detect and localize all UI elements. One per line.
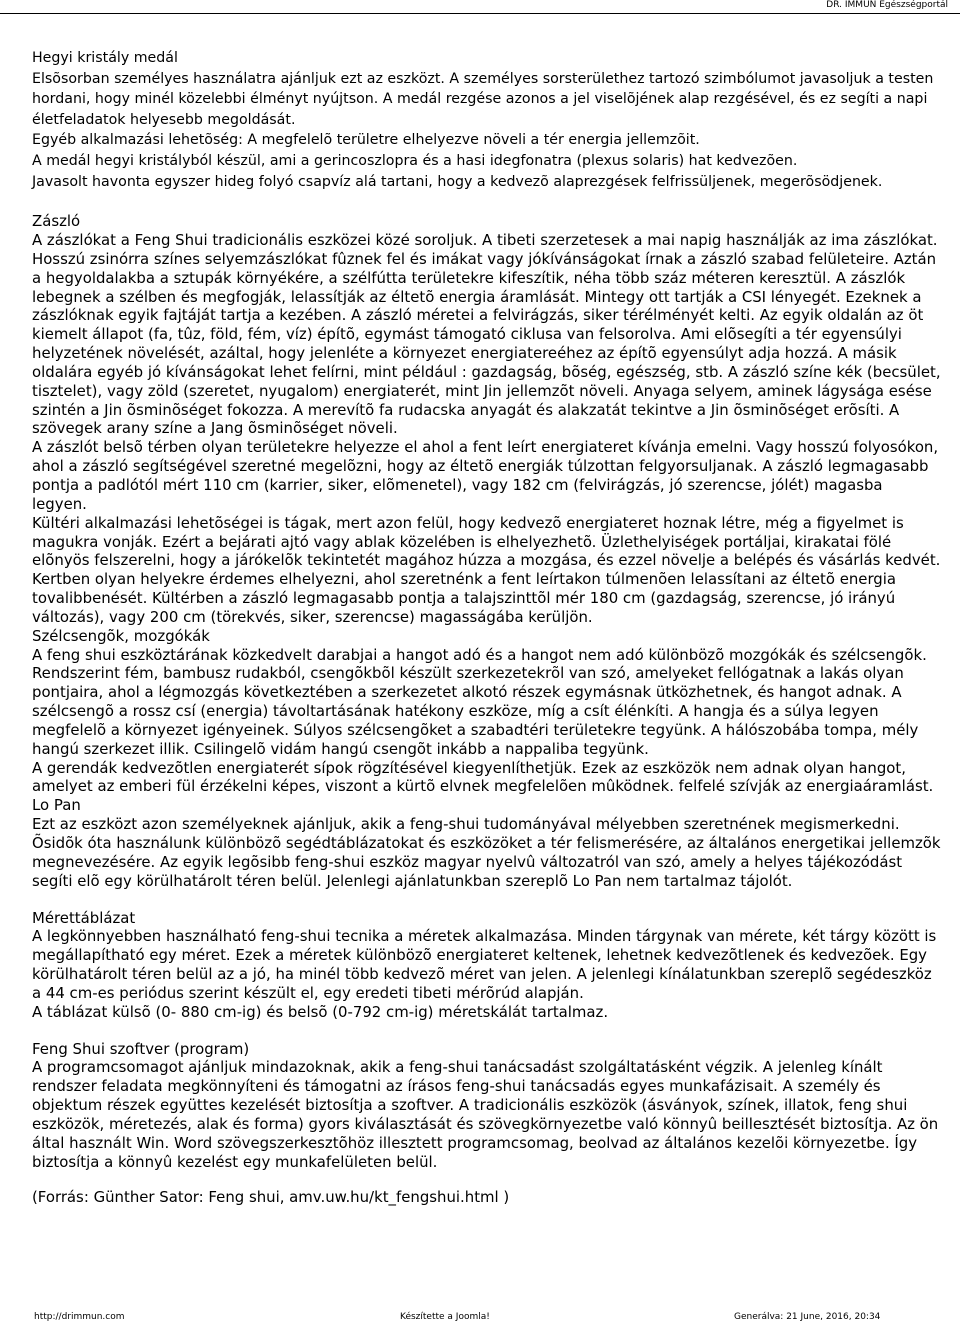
paragraph: A gerendák kedvezõtlen energiaterét sípok rögzítésével kiegyenlíthetjük. Ezek az eszközök nem adnak olyan hangot, amelyet az emberi fül érzékelni képes, viszont a kürtõ elvnek megfelelõen mûködnek. felfelé szívják az energiaáramlást. xyxy=(32,758,934,796)
section-forras xyxy=(32,1188,942,1207)
footer-url-link[interactable]: http://drimmun.com xyxy=(34,1312,125,1322)
spacer xyxy=(32,1172,942,1188)
spacer xyxy=(32,891,942,909)
paragraph: A legkönnyebben használható feng-shui tecnika a méretek alkalmazása. Minden tárgynak van mérete, két tárgy között is megállapítható egy méret. Ezek a méretek különbözõ energiateret keltenek, lehetnek kedvezõtlenek és kedvezõek. Egy körülhatárolt téren belül az a jó, ha minél több kedvezõ méret van jelen. A jelenlegi kínálatunkban szereplõ segédeszköz a 44 cm-es periódus szerint készült el, egy eredeti tibeti mérõrúd alapján. xyxy=(32,927,937,1002)
footer-generated-date: Generálva: 21 June, 2016, 20:34 xyxy=(734,1312,881,1322)
paragraph: Ezt az eszközt azon személyeknek ajánljuk, akik a feng-shui tudományával mélyebben szeretnének megismerkedni. Õsidõk óta használunk különbözõ segédtáblázatokat és eszközöket a tér felismerésére, az általános energetikai jellemzõk megnevezésére. Az egyik legõsibb feng-shui eszköz magyar nyelvû változatról van szó, amely a helyes tájékozódást segíti elõ egy körülhatárolt téren belül. Jelenlegi ajánlatunkban szereplõ Lo Pan nem tartalmaz tájolót. xyxy=(32,815,941,890)
section-title: Feng Shui szoftver (program) xyxy=(32,1039,250,1058)
section-title: Mérettáblázat xyxy=(32,908,136,927)
section-lopan xyxy=(32,796,942,890)
paragraph: Kertben olyan helyekre érdemes elhelyezni, ahol szeretnénk a fent leírtakon túlmenõen lelassítani az éltetõ energia tovalibbenését. Kültérben a zászló legmagasabb pontja a talajszinttõl mér 180 cm (gazdagság, szerencse, jó irányú változás), vagy 200 cm (törekvés, siker, szerencse) magasságába kerüljön. xyxy=(32,570,897,626)
footer-made-by: Készítette a Joomla! xyxy=(400,1312,490,1322)
paragraph: A programcsomagot ajánljuk mindazoknak, akik a feng-shui tanácsadást szolgáltatásként végzik. A jelenleg kínált rendszer feladata megkönnyíteni és támogatni az írásos feng-shui tanácsadás egyes munkafázisait. A személy és objektum részek együttes kezelését biztosítja a szoftver. A tradicionális eszközök (ásványok, színek, illatok, feng shui eszközök, méretezés, alak és forma) gyors kiválasztását és szövegkörnyezetbe való könnyû beillesztését biztosítja. Az ön által használt Win. Word szövegszerkesztõhöz illesztett programcsomag, beolvad az általános kezelõi környezetbe. Így biztosítja a könnyû kezelést egy munkafelületen belül. xyxy=(32,1058,939,1171)
paragraph: Egyéb alkalmazási lehetõség: A megfelelõ területre elhelyezve növeli a tér energia jellemzõit. xyxy=(32,132,700,149)
section-zaszlo xyxy=(32,212,942,627)
paragraph: A táblázat külsõ (0- 880 cm-ig) és belsõ (0-792 cm-ig) méretskálát tartalmaz. xyxy=(32,1002,609,1021)
source-citation: (Forrás: Günther Sator: Feng shui, amv.uw.hu/kt_fengshui.html ) xyxy=(32,1187,510,1206)
paragraph: A medál hegyi kristályból készül, ami a gerincoszlopra és a hasi idegfonatra (plexus solaris) hat kedvezõen. xyxy=(32,152,798,169)
paragraph: Javasolt havonta egyszer hideg folyó csapvíz alá tartani, hogy a kedvezõ alaprezgések felfrissüljenek, megerõsödjenek. xyxy=(32,173,883,190)
site-header-title: DR. IMMUN Egészségportál xyxy=(826,0,948,10)
header-divider xyxy=(0,13,960,14)
paragraph: Kültéri alkalmazási lehetõségei is tágak, mert azon felül, hogy kedvezõ energiateret hoznak létre, még a figyelmet is magukra vonják. Ezért a bejárati ajtó vagy ablak közelében is elhelyezhetõ. Üzlethelyiségek portáljai, kirakatai fölé elõnyös felszerelni, hogy a járókelõk tekintetét magához húzza a mozgása, és ezzel növelje a belépés és vásárlás kedvét. xyxy=(32,513,941,570)
section-title: Zászló xyxy=(32,212,81,231)
section-kristaly xyxy=(32,48,942,192)
paragraph: A zászlókat a Feng Shui tradicionális eszközei közé soroljuk. A tibeti szerzetesek a mai napig használják az ima zászlókat. Hosszú zsinórra színes selyemzászlókat fûznek fel és imákat vagy jókívánságokat írnak a zászló szabad felületeire. Aztán a hegyoldalakba a sztupák környékére, a szélfútta területekre kifeszítik, néha több száz méteren keresztül. A zászlók lebegnek a szélben és megfogják, lelassítják az éltetõ energia áramlását. Mintegy ott tartják a CSI lényegét. Ezeknek a zászlóknak egyik fajtáját tartja a kezében. A zászló méretei a felvirágzás, siker térélményét kelti. Az egyik oldalán az öt kiemelt állapot (fa, tûz, föld, fém, víz) építõ, egymást támogató ciklusa van felsorolva. Ami elõsegíti a tér egyensúlyi helyzetének növelését, azáltal, hogy jelenléte a környezet energiatereéhez az építõ egyensúlyt adja hozzá. A másik oldalára egyéb jó kívánságokat lehet felírni, mint például : gazdagság, bõség, egészség, stb. A zászló színe kék (becsület, tisztelet), vagy zöld (szeretet, nyugalom) energiaterét, mint Jin jellemzõt növeli. Anyaga selyem, aminek lágysága esése szintén a Jin õsminõséget fokozza. A merevítõ fa rudacska anyagát és alakzatát tekintve a Jin õsminõséget erõsíti. A szövegek arany színe a Jang õsminõséget növeli. xyxy=(32,231,941,438)
paragraph: A feng shui eszköztárának közkedvelt darabjai a hangot adó és a hangot nem adó különbözõ mozgókák és szélcsengõk. Rendszerint fém, bambusz rudakból, csengõkbõl készült szerkezetekrõl van szó, amelyeket fellógatnak a lakás olyan pontjaira, ahol a légmozgás következtében a szerkezetet alkotó részek egymásnak ütközhetnek, és hangot adnak. A szélcsengõ a rossz csí (energia) távoltartásának hatékony eszköze, míg a csít élénkíti. A hangja és a súlya legyen megfelelõ a környezet igényeinek. Súlyos szélcsengõket a szabadtéri területekre tegyünk. A hálószobába tompa, mély hangú szerkezet illik. Csilingelõ vidám hangú csengõt inkább a nappaliba tegyünk. xyxy=(32,645,927,758)
section-title: Hegyi kristály medál xyxy=(32,50,178,66)
paragraph: A zászlót belsõ térben olyan területekre helyezze el ahol a fent leírt energiateret kívánja emelni. Vagy hosszú folyosókon, ahol a zászló segítségével szeretné megelõzni, hogy az éltetõ energiák túlzottan felgyorsuljanak. A zászló legmagasabb pontja a padlótól mért 110 cm (karrier, siker, elõmenetel), vagy 182 cm (felvirágzás, jó szerencse, jólét) magasba legyen. xyxy=(32,438,939,513)
section-szelcsengo xyxy=(32,627,942,797)
section-title: Lo Pan xyxy=(32,796,81,815)
spacer xyxy=(32,1022,942,1040)
paragraph: Elsõsorban személyes használatra ajánljuk ezt az eszközt. A személyes sorsterülethez tartozó szimbólumot javasoljuk a testen hordani, hogy minél közelebbi élményt nyújtson. A medál rezgése azonos a jel viselõjének alap rezgésével, és ez segíti a napi életfeladatok helyesebb megoldását. xyxy=(32,70,934,128)
section-szoftver xyxy=(32,1040,942,1172)
section-merettablazat xyxy=(32,909,942,1022)
spacer xyxy=(32,192,942,212)
article-body xyxy=(32,48,942,1206)
section-title: Szélcsengõk, mozgókák xyxy=(32,626,210,645)
